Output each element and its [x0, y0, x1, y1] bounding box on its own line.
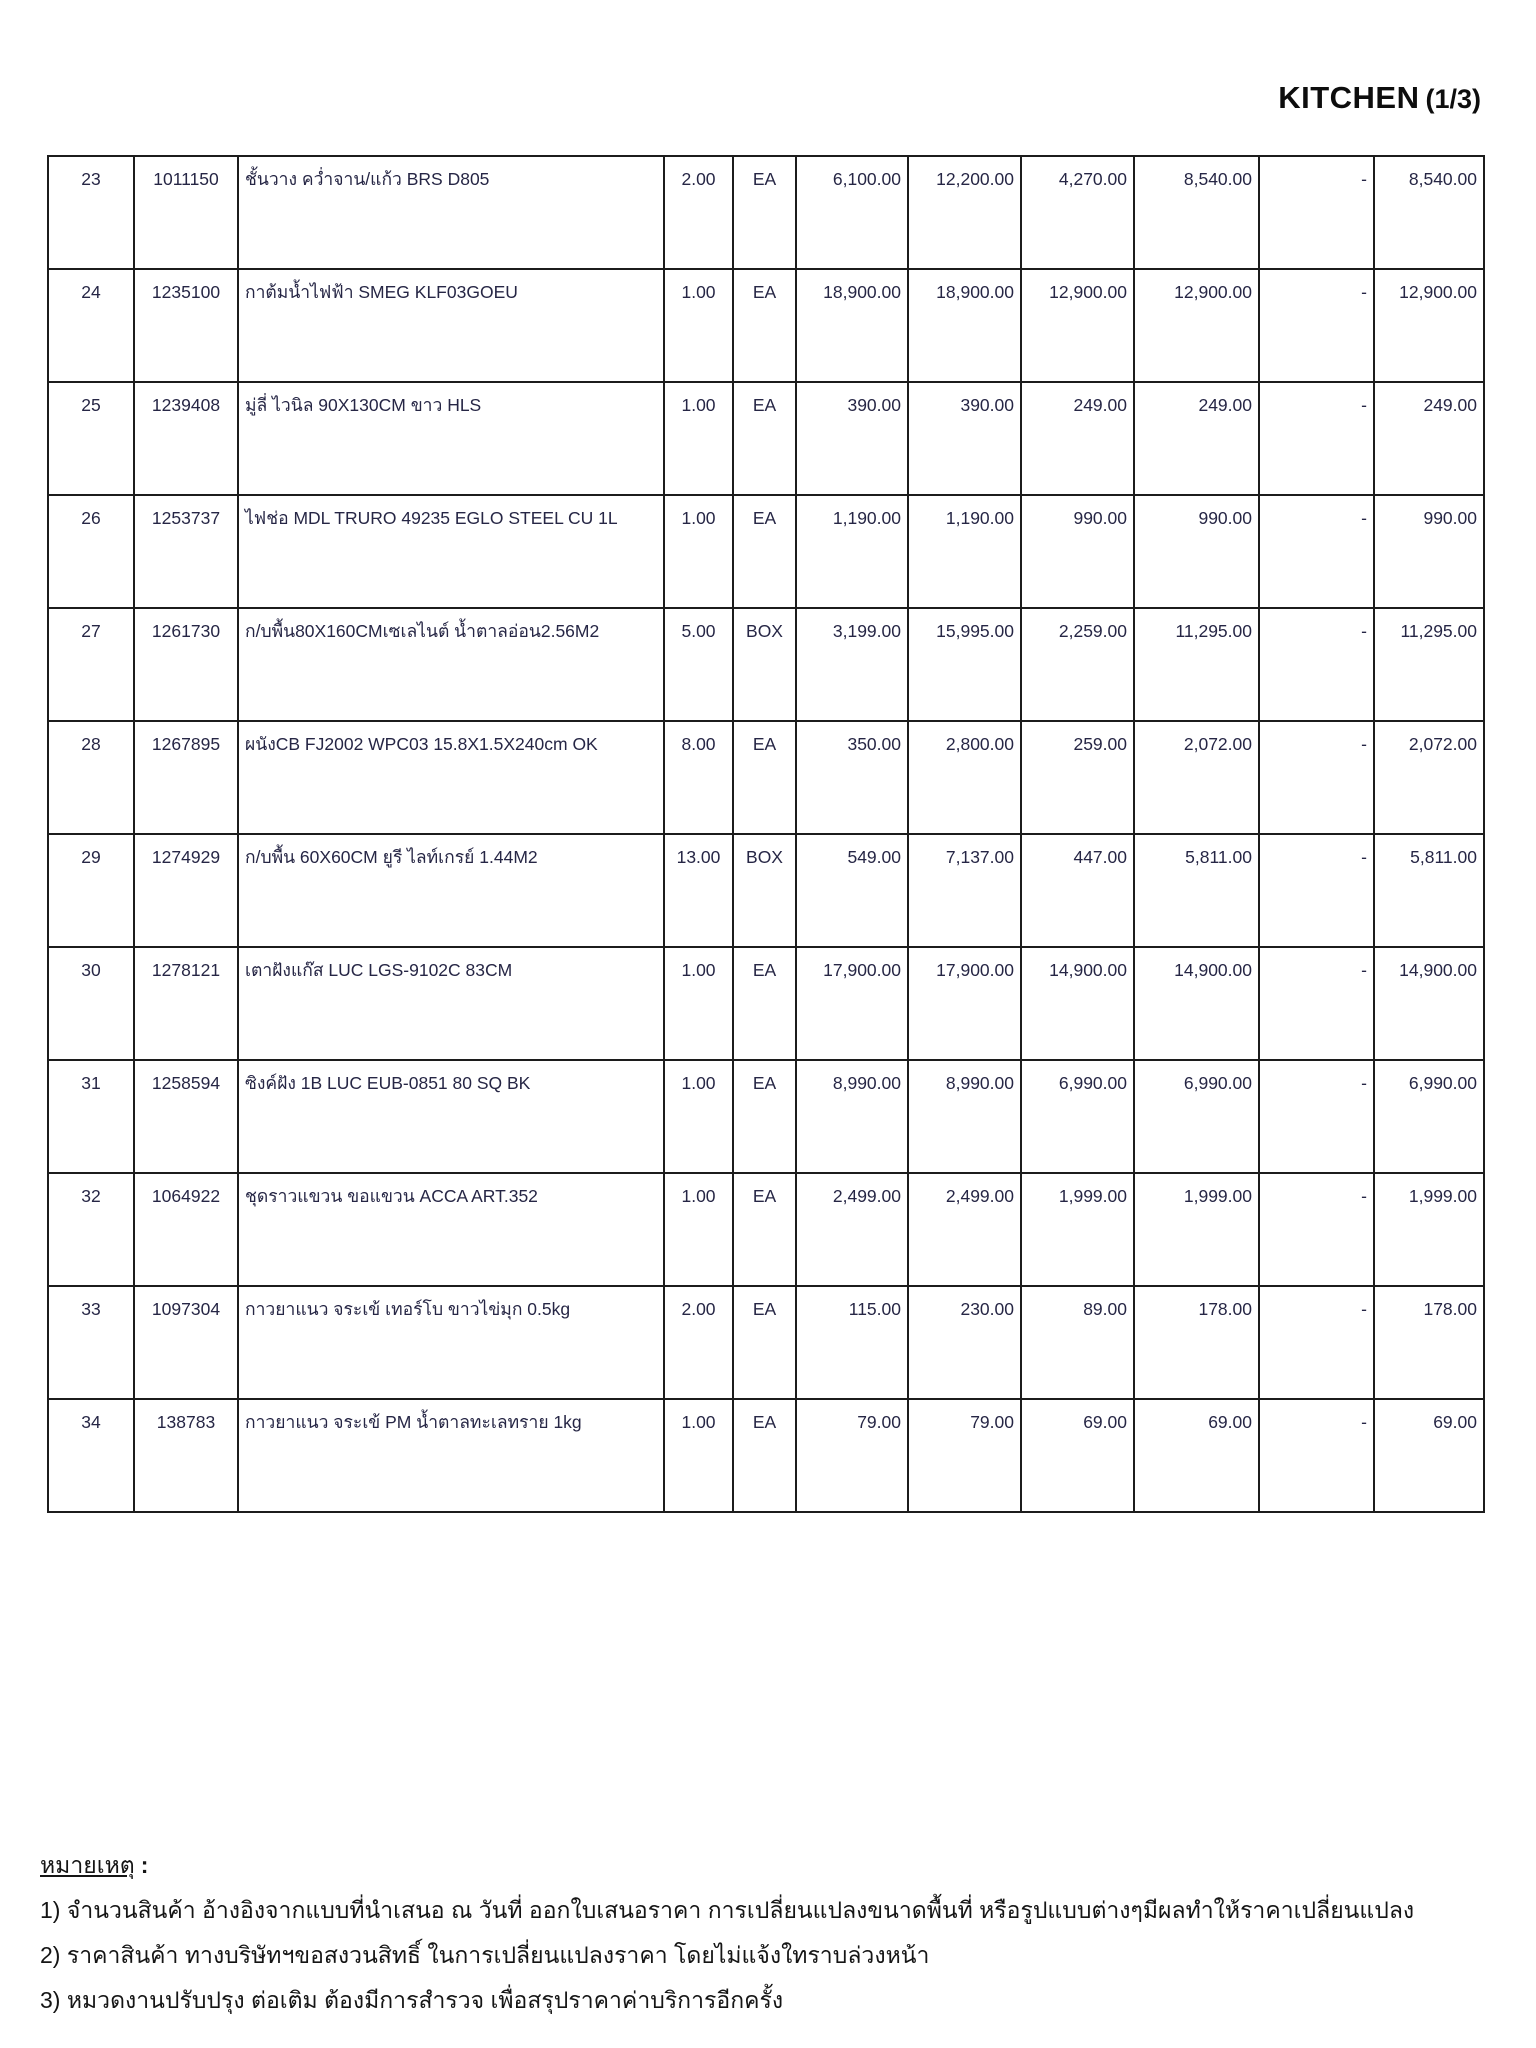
cell-no: 30	[48, 947, 134, 1060]
cell-code: 1261730	[134, 608, 238, 721]
cell-amount: 7,137.00	[908, 834, 1021, 947]
cell-code: 1097304	[134, 1286, 238, 1399]
table-row	[48, 269, 1484, 382]
cell-discount-amount: 5,811.00	[1134, 834, 1259, 947]
notes-heading	[40, 1843, 1500, 1888]
cell-unit: EA	[733, 156, 796, 269]
cell-qty: 1.00	[664, 1173, 733, 1286]
cell-net-amount: 2,072.00	[1374, 721, 1484, 834]
cell-code: 1235100	[134, 269, 238, 382]
table-row	[48, 721, 1484, 834]
items-body	[48, 156, 1484, 1512]
note-item: 3) หมวดงานปรับปรุง ต่อเติม ต้องมีการสำรวจ เพื่อสรุปราคาค่าบริการอีกครั้ง	[40, 1987, 784, 2013]
cell-discount-amount: 6,990.00	[1134, 1060, 1259, 1173]
cell-discount-amount: 11,295.00	[1134, 608, 1259, 721]
cell-no: 27	[48, 608, 134, 721]
cell-qty: 2.00	[664, 156, 733, 269]
cell-discount-amount: 69.00	[1134, 1399, 1259, 1512]
cell-description: กาวยาแนว จระเข้ PM น้ำตาลทะเลทราย 1kg	[238, 1399, 664, 1512]
cell-net-amount: 1,999.00	[1374, 1173, 1484, 1286]
cell-amount: 2,499.00	[908, 1173, 1021, 1286]
cell-unit: EA	[733, 1399, 796, 1512]
cell-code: 1258594	[134, 1060, 238, 1173]
cell-discount-price: 249.00	[1021, 382, 1134, 495]
cell-unit-price: 115.00	[796, 1286, 908, 1399]
cell-discount-price: 259.00	[1021, 721, 1134, 834]
table-row	[48, 834, 1484, 947]
cell-code: 138783	[134, 1399, 238, 1512]
cell-adjust: -	[1259, 382, 1374, 495]
cell-unit-price: 17,900.00	[796, 947, 908, 1060]
cell-discount-price: 1,999.00	[1021, 1173, 1134, 1286]
cell-code: 1278121	[134, 947, 238, 1060]
cell-discount-price: 2,259.00	[1021, 608, 1134, 721]
cell-unit: BOX	[733, 834, 796, 947]
cell-amount: 18,900.00	[908, 269, 1021, 382]
cell-qty: 1.00	[664, 1060, 733, 1173]
cell-adjust: -	[1259, 1286, 1374, 1399]
cell-amount: 2,800.00	[908, 721, 1021, 834]
cell-discount-price: 990.00	[1021, 495, 1134, 608]
cell-unit-price: 18,900.00	[796, 269, 908, 382]
cell-unit: EA	[733, 1060, 796, 1173]
quotation-table	[47, 155, 1485, 1513]
cell-description: ผนังCB FJ2002 WPC03 15.8X1.5X240cm OK	[238, 721, 664, 834]
table-row	[48, 1286, 1484, 1399]
cell-net-amount: 990.00	[1374, 495, 1484, 608]
cell-amount: 17,900.00	[908, 947, 1021, 1060]
cell-amount: 8,990.00	[908, 1060, 1021, 1173]
cell-description: ก/บพื้น80X160CMเซเลไนต์ น้ำตาลอ่อน2.56M2	[238, 608, 664, 721]
cell-description: ก/บพื้น 60X60CM ยูรี ไลท์เกรย์ 1.44M2	[238, 834, 664, 947]
cell-net-amount: 12,900.00	[1374, 269, 1484, 382]
cell-description: ซิงค์ฝัง 1B LUC EUB-0851 80 SQ BK	[238, 1060, 664, 1173]
cell-unit: EA	[733, 1286, 796, 1399]
cell-amount: 79.00	[908, 1399, 1021, 1512]
cell-net-amount: 178.00	[1374, 1286, 1484, 1399]
cell-discount-price: 69.00	[1021, 1399, 1134, 1512]
cell-adjust: -	[1259, 495, 1374, 608]
notes-section	[40, 1843, 1500, 2023]
cell-qty: 1.00	[664, 1399, 733, 1512]
cell-qty: 1.00	[664, 495, 733, 608]
cell-adjust: -	[1259, 269, 1374, 382]
cell-adjust: -	[1259, 1060, 1374, 1173]
cell-adjust: -	[1259, 721, 1374, 834]
cell-no: 26	[48, 495, 134, 608]
cell-unit-price: 1,190.00	[796, 495, 908, 608]
table-row	[48, 495, 1484, 608]
cell-net-amount: 5,811.00	[1374, 834, 1484, 947]
cell-net-amount: 69.00	[1374, 1399, 1484, 1512]
cell-qty: 5.00	[664, 608, 733, 721]
cell-amount: 230.00	[908, 1286, 1021, 1399]
cell-adjust: -	[1259, 156, 1374, 269]
table-row	[48, 1399, 1484, 1512]
cell-no: 25	[48, 382, 134, 495]
cell-unit: EA	[733, 269, 796, 382]
notes-heading-colon: :	[140, 1852, 149, 1878]
cell-discount-amount: 990.00	[1134, 495, 1259, 608]
cell-no: 23	[48, 156, 134, 269]
cell-description: ชุดราวแขวน ขอแขวน ACCA ART.352	[238, 1173, 664, 1286]
cell-unit-price: 390.00	[796, 382, 908, 495]
cell-discount-amount: 14,900.00	[1134, 947, 1259, 1060]
cell-unit-price: 2,499.00	[796, 1173, 908, 1286]
cell-net-amount: 14,900.00	[1374, 947, 1484, 1060]
cell-discount-price: 14,900.00	[1021, 947, 1134, 1060]
cell-discount-price: 6,990.00	[1021, 1060, 1134, 1173]
cell-no: 28	[48, 721, 134, 834]
cell-discount-price: 89.00	[1021, 1286, 1134, 1399]
cell-code: 1011150	[134, 156, 238, 269]
cell-qty: 2.00	[664, 1286, 733, 1399]
cell-no: 24	[48, 269, 134, 382]
cell-code: 1267895	[134, 721, 238, 834]
cell-unit: EA	[733, 721, 796, 834]
cell-description: กาวยาแนว จระเข้ เทอร์โบ ขาวไข่มุก 0.5kg	[238, 1286, 664, 1399]
cell-qty: 1.00	[664, 269, 733, 382]
table-row	[48, 1060, 1484, 1173]
cell-discount-amount: 2,072.00	[1134, 721, 1259, 834]
cell-description: มู่ลี่ ไวนิล 90X130CM ขาว HLS	[238, 382, 664, 495]
note-item: 2) ราคาสินค้า ทางบริษัทฯขอสงวนสิทธิ์ ในการเปลี่ยนแปลงราคา โดยไม่แจ้งใทราบล่วงหน้า	[40, 1942, 930, 1968]
cell-net-amount: 6,990.00	[1374, 1060, 1484, 1173]
cell-unit-price: 6,100.00	[796, 156, 908, 269]
cell-discount-price: 12,900.00	[1021, 269, 1134, 382]
cell-description: เตาฝังแก๊ส LUC LGS-9102C 83CM	[238, 947, 664, 1060]
cell-description: ชั้นวาง คว่ำจาน/แก้ว BRS D805	[238, 156, 664, 269]
cell-unit: EA	[733, 382, 796, 495]
table-row	[48, 1173, 1484, 1286]
cell-discount-price: 4,270.00	[1021, 156, 1134, 269]
cell-unit-price: 8,990.00	[796, 1060, 908, 1173]
cell-code: 1064922	[134, 1173, 238, 1286]
cell-net-amount: 11,295.00	[1374, 608, 1484, 721]
page-number: (1/3)	[1425, 84, 1481, 114]
page-title	[1278, 80, 1481, 116]
cell-adjust: -	[1259, 834, 1374, 947]
cell-description: ไฟช่อ MDL TRURO 49235 EGLO STEEL CU 1L	[238, 495, 664, 608]
cell-net-amount: 8,540.00	[1374, 156, 1484, 269]
cell-description: กาต้มน้ำไฟฟ้า SMEG KLF03GOEU	[238, 269, 664, 382]
cell-unit-price: 549.00	[796, 834, 908, 947]
cell-net-amount: 249.00	[1374, 382, 1484, 495]
cell-unit-price: 3,199.00	[796, 608, 908, 721]
page-title-text: KITCHEN	[1278, 80, 1420, 115]
cell-code: 1253737	[134, 495, 238, 608]
cell-discount-amount: 12,900.00	[1134, 269, 1259, 382]
cell-adjust: -	[1259, 947, 1374, 1060]
table-row	[48, 156, 1484, 269]
cell-unit: EA	[733, 947, 796, 1060]
cell-discount-amount: 8,540.00	[1134, 156, 1259, 269]
cell-amount: 12,200.00	[908, 156, 1021, 269]
cell-amount: 390.00	[908, 382, 1021, 495]
cell-no: 33	[48, 1286, 134, 1399]
cell-no: 31	[48, 1060, 134, 1173]
table-row	[48, 608, 1484, 721]
cell-no: 32	[48, 1173, 134, 1286]
cell-qty: 1.00	[664, 382, 733, 495]
cell-adjust: -	[1259, 1173, 1374, 1286]
cell-qty: 13.00	[664, 834, 733, 947]
cell-no: 29	[48, 834, 134, 947]
note-item: 1) จำนวนสินค้า อ้างอิงจากแบบที่นำเสนอ ณ วันที่ ออกใบเสนอราคา การเปลี่ยนแปลงขนาดพื้นที่ หรือรูปแบบต่างๆมีผลทำให้ราคาเปลี่ยนแปลง	[40, 1897, 1415, 1923]
cell-amount: 15,995.00	[908, 608, 1021, 721]
notes-heading-label: หมายเหตุ	[40, 1852, 135, 1878]
cell-discount-amount: 178.00	[1134, 1286, 1259, 1399]
cell-unit-price: 79.00	[796, 1399, 908, 1512]
cell-unit: EA	[733, 495, 796, 608]
cell-discount-amount: 249.00	[1134, 382, 1259, 495]
cell-no: 34	[48, 1399, 134, 1512]
cell-unit: EA	[733, 1173, 796, 1286]
cell-discount-price: 447.00	[1021, 834, 1134, 947]
cell-unit: BOX	[733, 608, 796, 721]
table-row	[48, 382, 1484, 495]
cell-qty: 8.00	[664, 721, 733, 834]
cell-amount: 1,190.00	[908, 495, 1021, 608]
cell-adjust: -	[1259, 1399, 1374, 1512]
cell-unit-price: 350.00	[796, 721, 908, 834]
cell-adjust: -	[1259, 608, 1374, 721]
cell-code: 1239408	[134, 382, 238, 495]
cell-code: 1274929	[134, 834, 238, 947]
table-row	[48, 947, 1484, 1060]
cell-qty: 1.00	[664, 947, 733, 1060]
cell-discount-amount: 1,999.00	[1134, 1173, 1259, 1286]
